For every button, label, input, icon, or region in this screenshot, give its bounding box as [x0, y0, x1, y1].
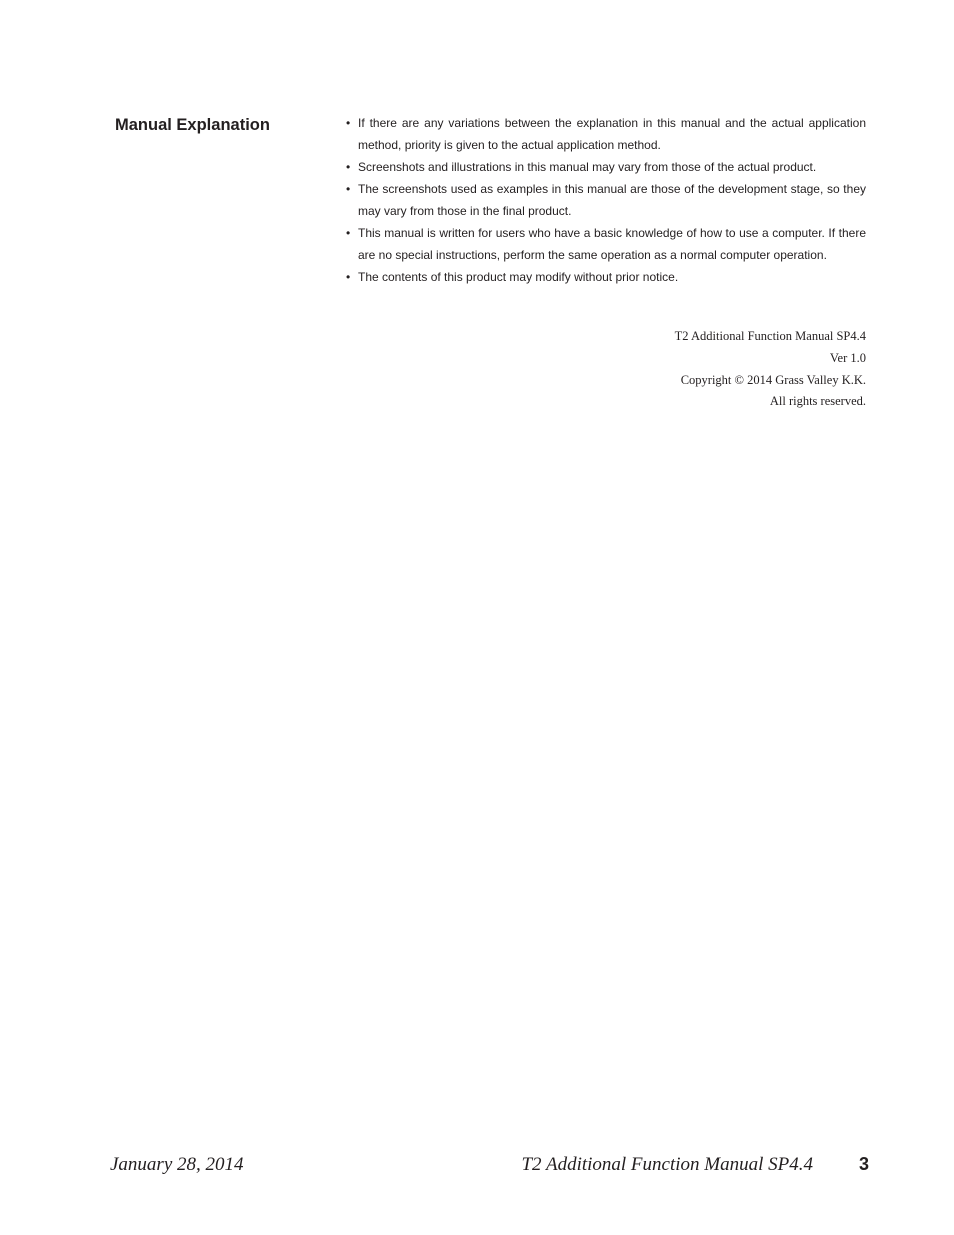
- list-item-text: Screenshots and illustrations in this manual may vary from those of the actual product.: [358, 160, 817, 174]
- footer-title: T2 Additional Function Manual SP4.4: [521, 1154, 813, 1175]
- list-item-text: The contents of this product may modify without prior notice.: [358, 270, 679, 284]
- credits-block: [675, 326, 866, 413]
- footer-date: January 28, 2014: [110, 1154, 244, 1175]
- credits-manual-name: T2 Additional Function Manual SP4.4: [674, 329, 866, 343]
- list-item: [346, 112, 866, 156]
- list-item: [346, 266, 866, 288]
- section-heading: Manual Explanation: [115, 116, 270, 134]
- credits-rights: All rights reserved.: [769, 394, 866, 409]
- list-item: [346, 178, 866, 222]
- bullet-icon: •: [346, 116, 351, 130]
- list-item-text: This manual is written for users who have a basic knowledge of how to use a computer. If there are no special instructions, perform the same operation as a normal computer operation.: [358, 226, 866, 262]
- list-item: [346, 222, 866, 266]
- bullet-icon: •: [346, 226, 351, 240]
- bullet-list: [346, 112, 866, 288]
- bullet-icon: •: [346, 270, 351, 284]
- list-item: [346, 156, 866, 178]
- credits-version: Ver 1.0: [829, 350, 866, 365]
- bullet-icon: •: [346, 160, 351, 174]
- bullet-icon: •: [346, 182, 351, 196]
- list-item-text: If there are any variations between the explanation in this manual and the actual application method, priority is given to the actual application method.: [358, 116, 866, 152]
- list-item-text: The screenshots used as examples in this manual are those of the development stage, so they may vary from those in the final product.: [358, 182, 866, 218]
- credits-copyright: Copyright © 2014 Grass Valley K.K.: [680, 372, 866, 387]
- page-number: 3: [859, 1154, 870, 1174]
